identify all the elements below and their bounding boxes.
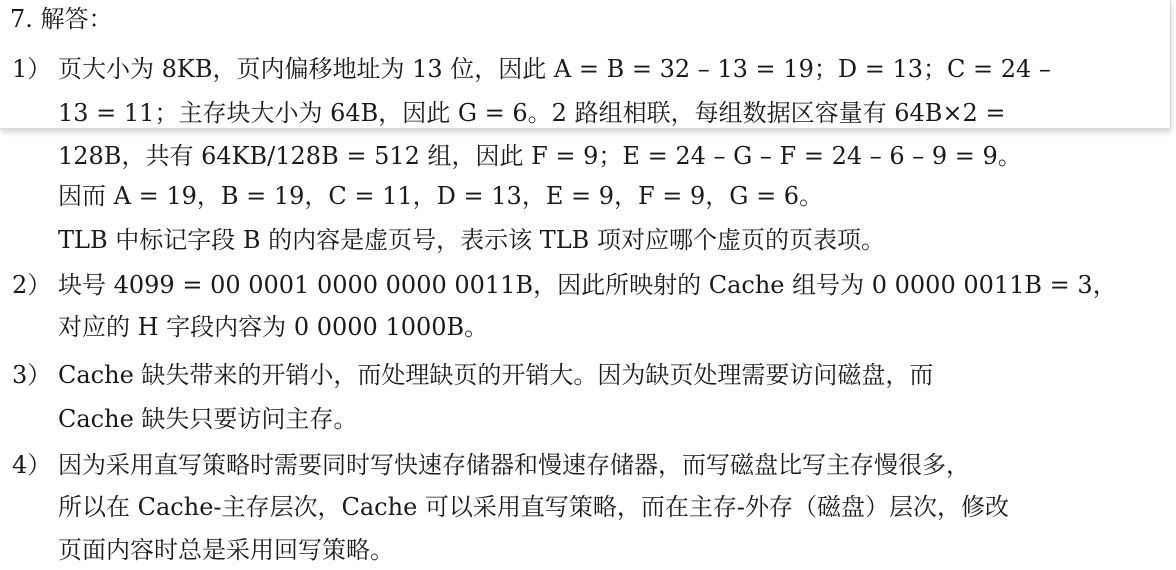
item-4-line-1: 因为采用直写策略时需要同时写快速存储器和慢速存储器，而写磁盘比写主存慢很多， xyxy=(58,451,970,479)
item-2-line-2: 对应的 H 字段内容为 0 0000 1000B。 xyxy=(58,313,489,341)
item-2-line-1: 块号 4099 = 00 0001 0000 0000 0011B，因此所映射的 Cache 组号为 0 0000 0011B = 3， xyxy=(58,271,1117,299)
item-4-number: 4） xyxy=(12,451,52,479)
item-1-line-3: 128B，共有 64KB/128B = 512 组，因此 F = 9；E = 24 – G – F = 24 – 6 – 9 = 9。 xyxy=(58,142,1022,170)
item-1-line-5: TLB 中标记字段 B 的内容是虚页号，表示该 TLB 项对应哪个虚页的页表项。 xyxy=(58,226,885,254)
item-1-line-1: 页大小为 8KB，页内偏移地址为 13 位，因此 A = B = 32 – 13 = 19；D = 13；C = 24 – xyxy=(58,55,1051,83)
item-4-line-2: 所以在 Cache-主存层次，Cache 可以采用直写策略，而在主存-外存（磁盘）层次，修改 xyxy=(58,493,1010,521)
item-1-number: 1） xyxy=(12,55,52,83)
item-4-line-3: 页面内容时总是采用回写策略。 xyxy=(58,536,394,564)
item-2-number: 2） xyxy=(12,271,52,299)
heading: 7. 解答： xyxy=(10,5,113,33)
item-3-line-1: Cache 缺失带来的开销小，而处理缺页的开销大。因为缺页处理需要访问磁盘，而 xyxy=(58,361,934,389)
item-3-number: 3） xyxy=(12,361,52,389)
item-3-line-2: Cache 缺失只要访问主存。 xyxy=(58,405,358,433)
item-1-line-2: 13 = 11；主存块大小为 64B，因此 G = 6。2 路组相联，每组数据区容量有 64B×2 = xyxy=(58,99,1006,127)
item-1-line-4: 因而 A = 19，B = 19，C = 11，D = 13，E = 9，F = 9，G = 6。 xyxy=(58,182,824,210)
